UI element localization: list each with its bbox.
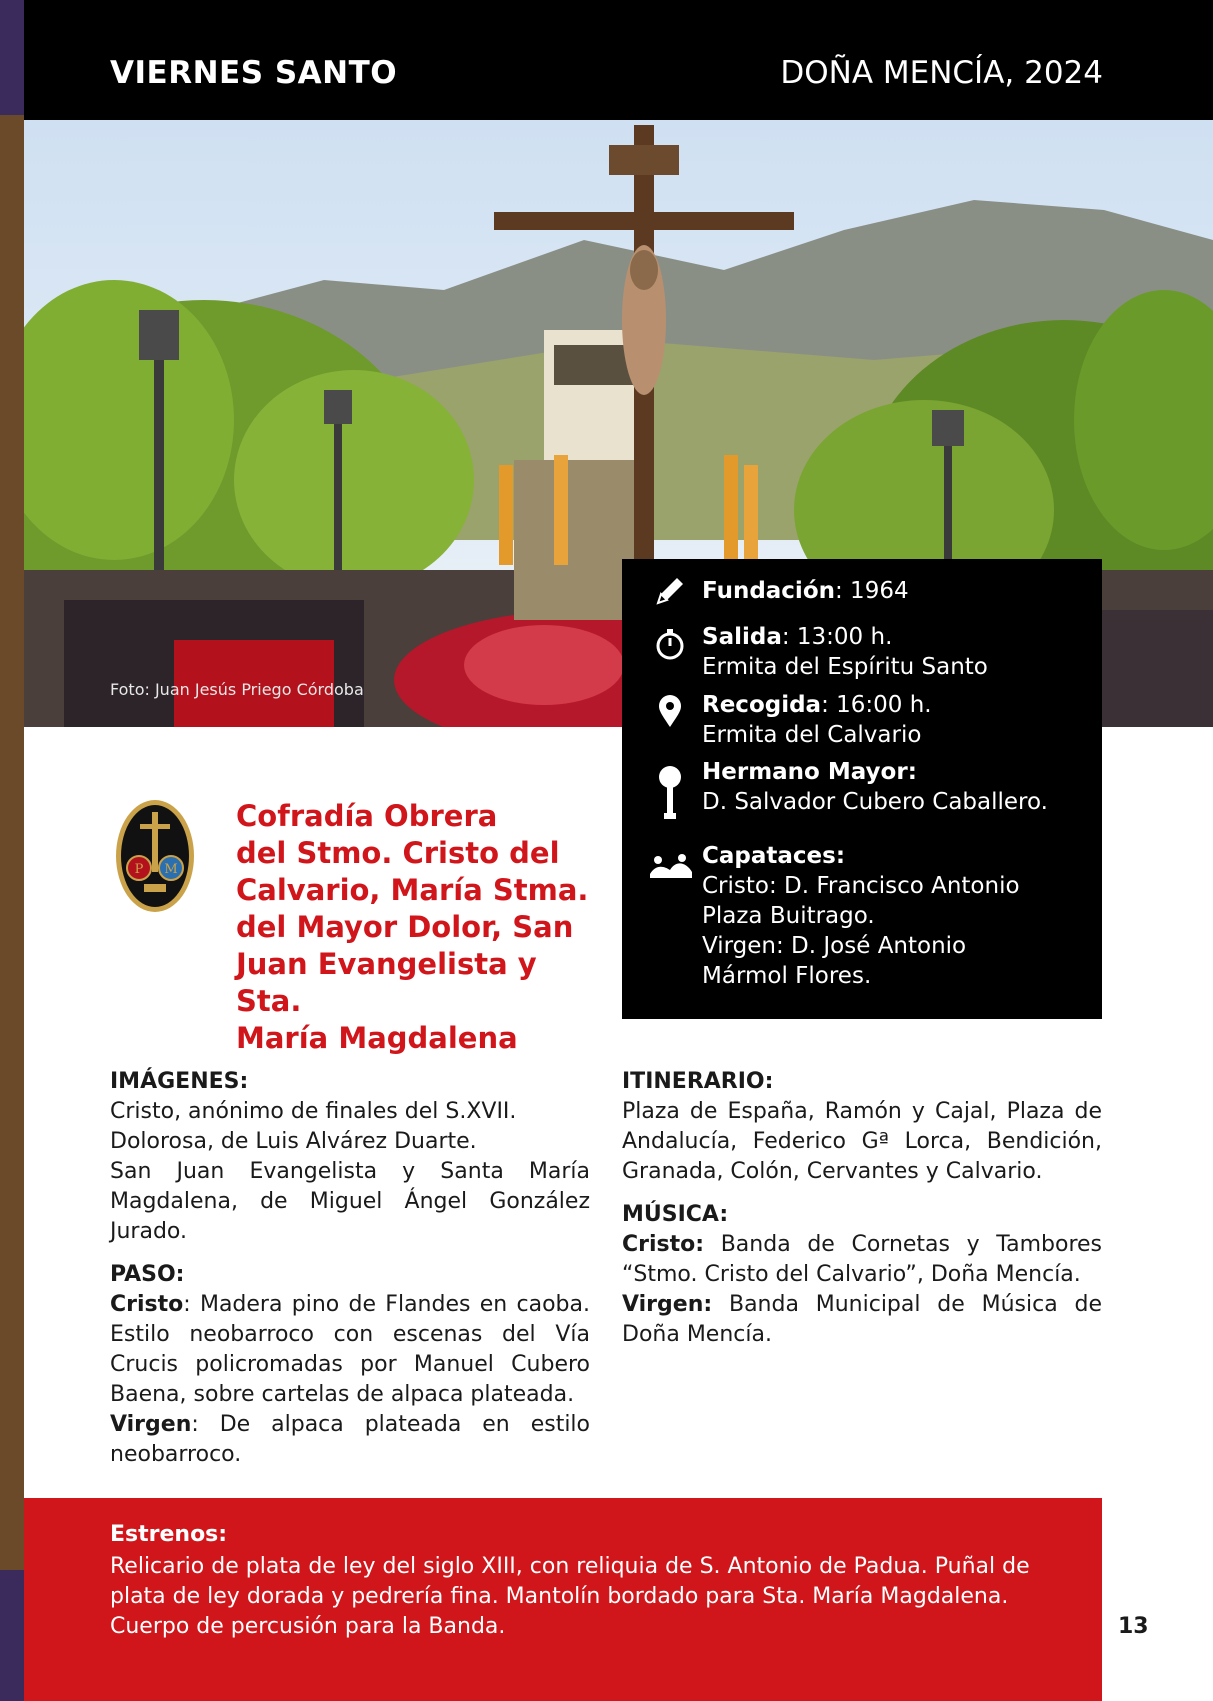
header-day: VIERNES SANTO [110,55,398,91]
left-column [110,1067,590,1470]
info-box [622,559,1102,1019]
capataces-line: Mármol Flores. [702,963,872,989]
page-edge-strip [0,0,24,1701]
brotherhood-name-line: del Stmo. Cristo del [236,836,560,870]
capataces-line: Virgen: D. José Antonio [702,933,967,959]
fundacion-value: : 1964 [835,578,909,604]
imagenes-text: Dolorosa, de Luis Alvárez Duarte. [110,1129,477,1154]
capataces-line: Plaza Buitrago. [702,903,875,929]
capataces-label: Capataces: [702,843,846,869]
salida-row [702,622,988,682]
estrenos-heading: Estrenos: [110,1522,228,1547]
hermano-mayor-row [702,757,1048,817]
brotherhood-name-line: Calvario, María Stma. [236,873,589,907]
estrenos-text: Relicario de plata de ley del siglo XIII, con reliquia de S. Antonio de Padua. Puñal de plata de ley dorada y pedrería fina. Mantolín bordado para Sta. María Magdalena. Cuerpo de percusión para la Banda. [110,1554,1030,1639]
paso-virgen-label: Virgen [110,1412,192,1437]
fundacion-row [702,576,909,606]
paso-heading: PASO: [110,1262,185,1287]
itinerario-heading: ITINERARIO: [622,1069,774,1094]
right-column [622,1067,1102,1350]
header-place-year: DOÑA MENCÍA, 2024 [780,55,1103,91]
hermano-mayor-label: Hermano Mayor: [702,759,917,785]
salida-label: Salida [702,624,782,650]
imagenes-text: San Juan Evangelista y Santa María Magdalena, de Miguel Ángel González Jurado. [110,1159,590,1244]
staff-icon [652,765,688,821]
photo-credit: Foto: Juan Jesús Priego Córdoba [110,680,364,699]
page-number: 13 [1118,1614,1149,1639]
musica-virgen-text: Banda Municipal de Música de Doña Mencía. [622,1292,1102,1347]
page-header [24,0,1213,120]
brotherhood-name-line: Cofradía Obrera [236,799,498,833]
map-pin-icon [652,693,688,729]
paso-cristo-text: : Madera pino de Flandes en caoba. Estilo neobarroco con escenas del Vía Crucis policromadas por Manuel Cubero Baena, sobre cartelas de alpaca plateada. [110,1292,590,1407]
brotherhood-crest [114,798,196,914]
brotherhood-name-line: María Magdalena [236,1021,518,1055]
imagenes-heading: IMÁGENES: [110,1069,249,1094]
capataces-line: Cristo: D. Francisco Antonio [702,873,1020,899]
capataces-row [702,841,1020,991]
crest-letter: M [164,862,178,877]
brotherhood-name [236,798,606,1057]
estrenos-box [24,1498,1102,1701]
musica-cristo-text: Banda de Cornetas y Tambores “Stmo. Cristo del Calvario”, Doña Mencía. [622,1232,1102,1287]
itinerario-text: Plaza de España, Ramón y Cajal, Plaza de Andalucía, Federico Gª Lorca, Bendición, Granada, Colón, Cervantes y Calvario. [622,1099,1102,1184]
salida-value: : 13:00 h. [781,624,893,650]
salida-place: Ermita del Espíritu Santo [702,654,988,680]
pencil-icon [652,573,688,609]
brotherhood-name-line: Juan Evangelista y Sta. [236,947,537,1018]
paso-virgen-text: : De alpaca plateada en estilo neobarroco. [110,1412,590,1467]
recogida-label: Recogida [702,692,822,718]
recogida-value: : 16:00 h. [821,692,932,718]
bearers-icon [648,849,694,885]
recogida-place: Ermita del Calvario [702,722,922,748]
musica-virgen-label: Virgen: [622,1292,713,1317]
musica-cristo-label: Cristo: [622,1232,705,1257]
imagenes-text: Cristo, anónimo de finales del S.XVII. [110,1099,517,1124]
fundacion-label: Fundación [702,578,835,604]
musica-heading: MÚSICA: [622,1202,729,1227]
brotherhood-name-line: del Mayor Dolor, San [236,910,574,944]
hermano-mayor-value: D. Salvador Cubero Caballero. [702,789,1048,815]
recogida-row [702,690,932,750]
crest-letter: P [134,862,144,877]
paso-cristo-label: Cristo [110,1292,184,1317]
stopwatch-icon [652,626,688,662]
